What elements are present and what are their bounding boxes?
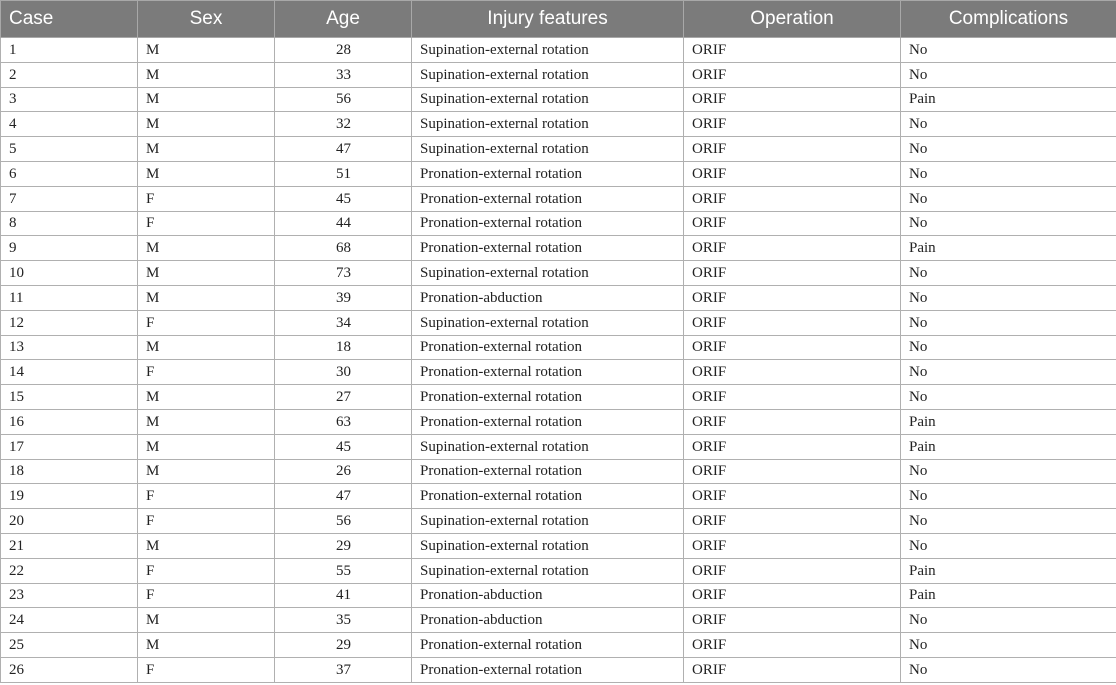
- cell-sex: M: [138, 385, 275, 410]
- cell-injury-features: Supination-external rotation: [412, 310, 684, 335]
- cell-case: 12: [1, 310, 138, 335]
- cell-sex: M: [138, 533, 275, 558]
- cell-complications: No: [901, 335, 1116, 360]
- cell-operation: ORIF: [684, 137, 901, 162]
- table-row: [1, 360, 1116, 385]
- table-header: [1, 1, 1116, 38]
- table-row: [1, 409, 1116, 434]
- cell-case: 20: [1, 509, 138, 534]
- cell-complications: No: [901, 38, 1116, 63]
- cell-age: 55: [275, 558, 412, 583]
- cell-operation: ORIF: [684, 409, 901, 434]
- cell-complications: Pain: [901, 409, 1116, 434]
- cell-age: 51: [275, 161, 412, 186]
- cell-injury-features: Pronation-external rotation: [412, 484, 684, 509]
- cell-complications: No: [901, 161, 1116, 186]
- cell-sex: F: [138, 558, 275, 583]
- cell-age: 27: [275, 385, 412, 410]
- table-row: [1, 62, 1116, 87]
- table-row: [1, 385, 1116, 410]
- table-row: [1, 137, 1116, 162]
- cell-operation: ORIF: [684, 633, 901, 658]
- table-row: [1, 38, 1116, 63]
- cell-sex: F: [138, 186, 275, 211]
- cell-operation: ORIF: [684, 533, 901, 558]
- table-row: [1, 583, 1116, 608]
- cell-age: 29: [275, 533, 412, 558]
- cell-injury-features: Supination-external rotation: [412, 38, 684, 63]
- cell-age: 30: [275, 360, 412, 385]
- table-row: [1, 310, 1116, 335]
- cell-sex: M: [138, 608, 275, 633]
- table-row: [1, 657, 1116, 682]
- cell-complications: No: [901, 608, 1116, 633]
- cell-age: 45: [275, 186, 412, 211]
- cell-case: 8: [1, 211, 138, 236]
- cell-sex: M: [138, 285, 275, 310]
- cell-age: 39: [275, 285, 412, 310]
- cell-age: 28: [275, 38, 412, 63]
- cell-injury-features: Supination-external rotation: [412, 558, 684, 583]
- cell-complications: No: [901, 186, 1116, 211]
- cell-case: 17: [1, 434, 138, 459]
- cell-case: 4: [1, 112, 138, 137]
- cell-sex: M: [138, 38, 275, 63]
- header-complications: Complications: [901, 1, 1116, 38]
- cell-injury-features: Pronation-external rotation: [412, 409, 684, 434]
- cell-complications: No: [901, 459, 1116, 484]
- cell-complications: No: [901, 261, 1116, 286]
- header-row: [1, 1, 1116, 38]
- cell-sex: F: [138, 211, 275, 236]
- cell-sex: M: [138, 409, 275, 434]
- cell-age: 56: [275, 509, 412, 534]
- cell-operation: ORIF: [684, 62, 901, 87]
- cell-complications: No: [901, 112, 1116, 137]
- table-body: [1, 38, 1116, 683]
- cell-injury-features: Supination-external rotation: [412, 434, 684, 459]
- cell-sex: F: [138, 310, 275, 335]
- cell-case: 26: [1, 657, 138, 682]
- table-row: [1, 558, 1116, 583]
- cell-age: 32: [275, 112, 412, 137]
- cell-injury-features: Pronation-external rotation: [412, 360, 684, 385]
- cell-sex: M: [138, 62, 275, 87]
- cell-sex: F: [138, 360, 275, 385]
- cell-operation: ORIF: [684, 261, 901, 286]
- cell-injury-features: Pronation-external rotation: [412, 385, 684, 410]
- cell-operation: ORIF: [684, 87, 901, 112]
- cell-case: 9: [1, 236, 138, 261]
- cell-case: 16: [1, 409, 138, 434]
- cell-age: 47: [275, 137, 412, 162]
- cell-complications: No: [901, 533, 1116, 558]
- cell-complications: No: [901, 211, 1116, 236]
- cell-operation: ORIF: [684, 285, 901, 310]
- cell-operation: ORIF: [684, 484, 901, 509]
- cell-operation: ORIF: [684, 211, 901, 236]
- cell-age: 47: [275, 484, 412, 509]
- table-row: [1, 533, 1116, 558]
- cell-operation: ORIF: [684, 112, 901, 137]
- cell-operation: ORIF: [684, 583, 901, 608]
- cell-age: 63: [275, 409, 412, 434]
- cell-age: 33: [275, 62, 412, 87]
- cell-operation: ORIF: [684, 186, 901, 211]
- cell-complications: No: [901, 360, 1116, 385]
- cell-complications: Pain: [901, 583, 1116, 608]
- cell-complications: No: [901, 137, 1116, 162]
- cell-operation: ORIF: [684, 657, 901, 682]
- cell-case: 11: [1, 285, 138, 310]
- cell-age: 41: [275, 583, 412, 608]
- table-row: [1, 484, 1116, 509]
- cell-injury-features: Pronation-external rotation: [412, 161, 684, 186]
- cell-operation: ORIF: [684, 434, 901, 459]
- table-row: [1, 186, 1116, 211]
- cell-injury-features: Supination-external rotation: [412, 261, 684, 286]
- header-injury-features: Injury features: [412, 1, 684, 38]
- cell-injury-features: Supination-external rotation: [412, 112, 684, 137]
- cell-age: 68: [275, 236, 412, 261]
- cell-operation: ORIF: [684, 509, 901, 534]
- cell-injury-features: Pronation-abduction: [412, 583, 684, 608]
- cell-operation: ORIF: [684, 385, 901, 410]
- cell-injury-features: Supination-external rotation: [412, 533, 684, 558]
- cell-case: 22: [1, 558, 138, 583]
- cell-case: 13: [1, 335, 138, 360]
- table-row: [1, 112, 1116, 137]
- table-row: [1, 285, 1116, 310]
- table-row: [1, 459, 1116, 484]
- table-row: [1, 335, 1116, 360]
- cell-complications: No: [901, 509, 1116, 534]
- cell-sex: F: [138, 583, 275, 608]
- cell-complications: No: [901, 657, 1116, 682]
- cell-case: 21: [1, 533, 138, 558]
- cell-operation: ORIF: [684, 161, 901, 186]
- cell-case: 15: [1, 385, 138, 410]
- cell-case: 25: [1, 633, 138, 658]
- cell-case: 5: [1, 137, 138, 162]
- cell-injury-features: Pronation-external rotation: [412, 211, 684, 236]
- cell-complications: No: [901, 385, 1116, 410]
- cell-sex: M: [138, 87, 275, 112]
- cell-sex: F: [138, 657, 275, 682]
- cell-injury-features: Supination-external rotation: [412, 509, 684, 534]
- cell-operation: ORIF: [684, 38, 901, 63]
- cell-complications: No: [901, 484, 1116, 509]
- cell-age: 34: [275, 310, 412, 335]
- cell-age: 56: [275, 87, 412, 112]
- cell-case: 23: [1, 583, 138, 608]
- cell-injury-features: Pronation-external rotation: [412, 186, 684, 211]
- cell-complications: No: [901, 62, 1116, 87]
- cell-age: 35: [275, 608, 412, 633]
- cell-sex: M: [138, 161, 275, 186]
- header-age: Age: [275, 1, 412, 38]
- cell-age: 29: [275, 633, 412, 658]
- cell-complications: Pain: [901, 87, 1116, 112]
- cell-operation: ORIF: [684, 360, 901, 385]
- cell-injury-features: Pronation-abduction: [412, 608, 684, 633]
- cell-age: 73: [275, 261, 412, 286]
- cell-case: 1: [1, 38, 138, 63]
- cell-complications: Pain: [901, 236, 1116, 261]
- cell-sex: F: [138, 484, 275, 509]
- cell-sex: M: [138, 261, 275, 286]
- cell-case: 6: [1, 161, 138, 186]
- cell-sex: M: [138, 335, 275, 360]
- cell-injury-features: Pronation-abduction: [412, 285, 684, 310]
- cell-sex: M: [138, 459, 275, 484]
- cell-injury-features: Pronation-external rotation: [412, 335, 684, 360]
- cell-age: 45: [275, 434, 412, 459]
- cell-injury-features: Pronation-external rotation: [412, 459, 684, 484]
- cell-sex: M: [138, 236, 275, 261]
- cell-case: 2: [1, 62, 138, 87]
- cell-case: 14: [1, 360, 138, 385]
- cell-operation: ORIF: [684, 459, 901, 484]
- cell-case: 19: [1, 484, 138, 509]
- cell-injury-features: Pronation-external rotation: [412, 657, 684, 682]
- cell-complications: Pain: [901, 434, 1116, 459]
- cell-injury-features: Supination-external rotation: [412, 87, 684, 112]
- cell-sex: M: [138, 137, 275, 162]
- header-operation: Operation: [684, 1, 901, 38]
- header-sex: Sex: [138, 1, 275, 38]
- cell-case: 24: [1, 608, 138, 633]
- table-row: [1, 236, 1116, 261]
- cell-complications: No: [901, 285, 1116, 310]
- cell-operation: ORIF: [684, 236, 901, 261]
- cell-complications: No: [901, 633, 1116, 658]
- cell-injury-features: Supination-external rotation: [412, 62, 684, 87]
- cell-sex: M: [138, 434, 275, 459]
- cell-sex: F: [138, 509, 275, 534]
- table-row: [1, 509, 1116, 534]
- cell-case: 10: [1, 261, 138, 286]
- table-row: [1, 211, 1116, 236]
- table-row: [1, 633, 1116, 658]
- cell-age: 37: [275, 657, 412, 682]
- table-row: [1, 161, 1116, 186]
- cell-injury-features: Pronation-external rotation: [412, 633, 684, 658]
- cell-case: 7: [1, 186, 138, 211]
- cell-sex: M: [138, 633, 275, 658]
- cell-operation: ORIF: [684, 335, 901, 360]
- cell-age: 18: [275, 335, 412, 360]
- cell-case: 3: [1, 87, 138, 112]
- cell-sex: M: [138, 112, 275, 137]
- table-row: [1, 261, 1116, 286]
- cell-complications: No: [901, 310, 1116, 335]
- cell-operation: ORIF: [684, 558, 901, 583]
- header-case: Case: [1, 1, 138, 38]
- cell-age: 44: [275, 211, 412, 236]
- cell-complications: Pain: [901, 558, 1116, 583]
- cell-operation: ORIF: [684, 608, 901, 633]
- table-row: [1, 87, 1116, 112]
- cell-age: 26: [275, 459, 412, 484]
- cell-injury-features: Pronation-external rotation: [412, 236, 684, 261]
- table-row: [1, 608, 1116, 633]
- cell-operation: ORIF: [684, 310, 901, 335]
- cell-injury-features: Supination-external rotation: [412, 137, 684, 162]
- cell-case: 18: [1, 459, 138, 484]
- table-row: [1, 434, 1116, 459]
